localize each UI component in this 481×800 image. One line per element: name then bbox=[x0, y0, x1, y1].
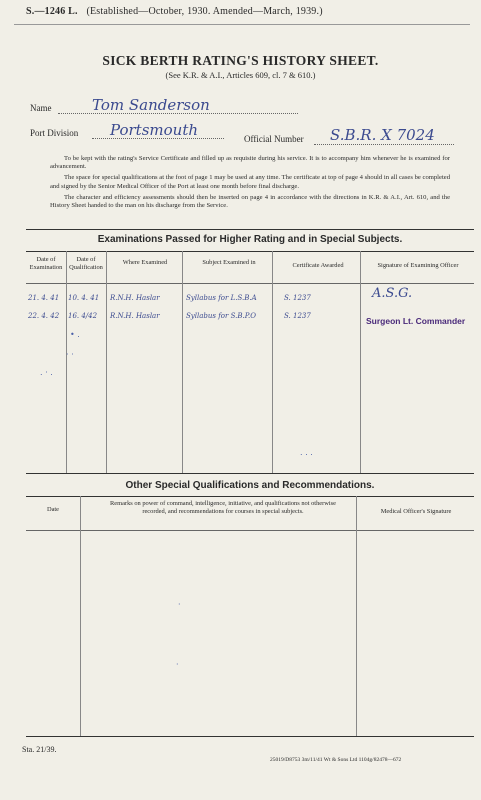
page-title: SICK BERTH RATING'S HISTORY SHEET. bbox=[102, 53, 379, 68]
exam-row-2-subject: Syllabus for S.B.P.O bbox=[186, 312, 256, 320]
instruction-paragraph-2: The space for special qualifications at the foot of page 1 may be used at any time. The certificate at top of page 4 should in all cases be completed and signed by the Senior Medical Officer of the Port at least one month before final discharge. bbox=[50, 174, 450, 190]
col-exam-date: Date of Examination bbox=[29, 256, 63, 271]
page-subtitle: (See K.R. & A.I., Articles 609, cl. 7 & 610.) bbox=[165, 70, 316, 80]
qual-col-remarks: Remarks on power of command, intelligence, initiative, and qualifications not otherwise recorded, and recommendations for courses in special subjects. bbox=[110, 500, 336, 515]
name-value: Tom Sanderson bbox=[92, 96, 210, 114]
exam-row-2-certificate: S. 1237 bbox=[284, 312, 311, 320]
qual-col-divider-1 bbox=[80, 496, 81, 736]
exam-row-1-where: R.N.H. Haslar bbox=[110, 294, 160, 302]
port-division-value: Portsmouth bbox=[110, 121, 199, 139]
footer-right: 25019/D8753 3m/11/41 Wt & Sons Ltd 1104g/82478—672 bbox=[270, 757, 402, 763]
instruction-paragraph-3: The character and efficiency assessments should then be inserted on page 4 in accordance with the directions in K.R. & A.I., Art. 610, and the History Sheet handed to the man on his discharge from the Service. bbox=[50, 193, 450, 210]
form-header-line bbox=[26, 6, 323, 17]
exam-row-2-qual-date: 16. 4/42 bbox=[68, 312, 98, 320]
form-number: S.—1246 L. bbox=[26, 6, 78, 17]
official-number-label: Official Number bbox=[244, 134, 304, 144]
exam-row-1-exam-date: 21. 4. 41 bbox=[28, 294, 60, 302]
exam-col-divider-2 bbox=[106, 251, 107, 473]
exam-col-divider-3 bbox=[182, 251, 183, 473]
header-divider bbox=[14, 24, 470, 25]
exam-row-2-where: R.N.H. Haslar bbox=[110, 312, 160, 320]
name-label: Name bbox=[30, 103, 52, 113]
col-subject: Subject Examined in bbox=[202, 259, 256, 266]
footer-left: Sta. 21/39. bbox=[22, 745, 57, 754]
official-number-value: S.B.R. X 7024 bbox=[330, 126, 435, 144]
qual-columns-rule bbox=[26, 530, 474, 531]
official-number-line bbox=[314, 144, 454, 145]
exam-row-1-subject: Syllabus for L.S.B.A bbox=[186, 294, 257, 302]
faint-mark-4: . . . bbox=[300, 448, 313, 457]
faint-mark-3: . · . bbox=[40, 368, 53, 377]
exam-row-1-certificate: S. 1237 bbox=[284, 294, 311, 302]
faint-mark-2: · · bbox=[66, 350, 74, 359]
exam-col-divider-1 bbox=[66, 251, 67, 473]
qual-col-divider-2 bbox=[356, 496, 357, 736]
surgeon-stamp: Surgeon Lt. Commander bbox=[366, 316, 466, 326]
instruction-paragraph-1: To be kept with the rating's Service Certificate and filled up as requisite during his service. It is to accompany him whenever he is examined for advancement. bbox=[50, 155, 450, 171]
exam-section-title: Examinations Passed for Higher Rating and in Special Subjects. bbox=[97, 234, 403, 245]
col-qual-date: Date of Qualification bbox=[69, 256, 103, 271]
faint-mark-5: · bbox=[178, 600, 181, 609]
exam-table-bottom-rule bbox=[26, 473, 474, 474]
exam-header-rule bbox=[26, 251, 474, 252]
qual-col-signature: Medical Officer's Signature bbox=[380, 508, 452, 515]
faint-mark-1: • . bbox=[70, 330, 80, 339]
established-note: (Established—October, 1930. Amended—March, 1939.) bbox=[86, 6, 323, 17]
qualifications-section-title: Other Special Qualifications and Recommendations. bbox=[125, 480, 375, 491]
qual-col-date: Date bbox=[46, 506, 60, 513]
col-certificate: Certificate Awarded bbox=[292, 262, 344, 269]
exam-row-1-qual-date: 10. 4. 41 bbox=[68, 294, 100, 302]
faint-mark-6: · bbox=[176, 660, 179, 669]
instructions-block bbox=[50, 155, 450, 210]
qual-table-bottom-rule bbox=[26, 736, 474, 737]
exam-col-divider-4 bbox=[272, 251, 273, 473]
port-division-label: Port Division bbox=[30, 128, 79, 138]
qual-header-rule bbox=[26, 496, 474, 497]
exam-columns-rule bbox=[26, 283, 474, 284]
exam-row-2-exam-date: 22. 4. 42 bbox=[28, 312, 60, 320]
col-where-examined: Where Examined bbox=[122, 259, 168, 266]
exam-col-divider-5 bbox=[360, 251, 361, 473]
exam-row-1-signature: A.S.G. bbox=[372, 286, 413, 301]
exam-table-top-rule bbox=[26, 229, 474, 230]
col-signature: Signature of Examining Officer bbox=[377, 262, 459, 269]
